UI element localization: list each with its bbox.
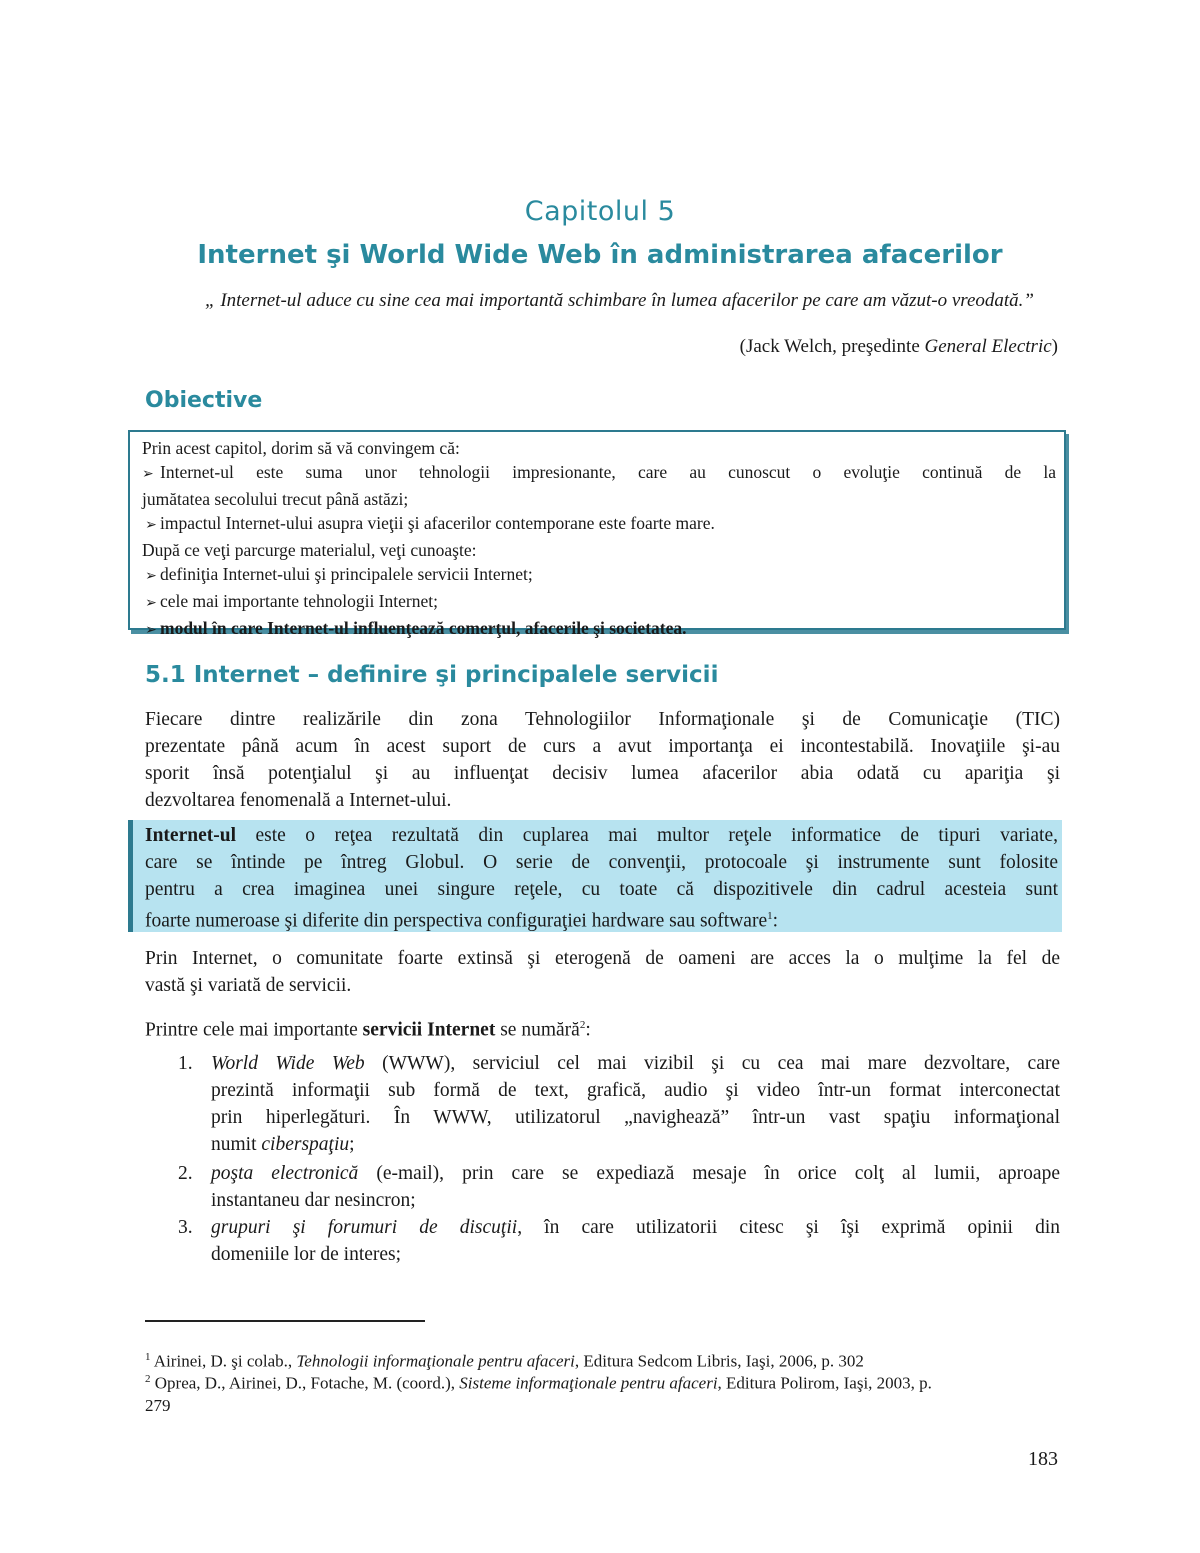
footnote-ref[interactable]: 1 [767,910,773,922]
objective-item-continued: jumătatea secolului trecut până astăzi; [142,489,409,509]
paragraph-line: Fiecare dintre realizările din zona Tehnologiilor Informaţionale şi de Comunicaţie (TIC) [145,709,1060,730]
diamond-arrow-bullet-icon: ➢ [145,518,157,533]
paragraph-line: poşta electronică (e-mail), prin care se expediază mesaje în orice colţ al lumii, aproape [211,1163,1060,1184]
diamond-arrow-bullet-icon: ➢ [145,596,157,611]
learn-item: ➢ cele mai importante tehnologii Internet; [142,589,1056,616]
footnote: $^2$ Oprea, D., Airinei, D., Fotache, M. (coord.), Sisteme informaţionale pentru afaceri, Editura Polirom, Iaşi, 2003, p. 279 [145,1373,932,1415]
list-number: 2. [178,1163,193,1184]
objective-item: ➢ Internet-ul este suma unor tehnologii impresionante, care au cunoscut o evoluţie continuă de la [142,460,1056,487]
paragraph-line: Prin Internet, o comunitate foarte extinsă şi eterogenă de oameni are acces la o mulţime la fel de [145,948,1060,969]
paragraph-line: prezintă informaţii sub formă de text, grafică, audio şi video într-un format interconectat [211,1080,1060,1101]
access-paragraph [145,945,1060,999]
diamond-arrow-bullet-icon: ➢ [145,623,157,638]
chapter-label: Capitolul 5 [524,196,676,227]
list-number: 3. [178,1217,193,1238]
footnote: $^1$ Airinei, D. şi colab., Tehnologii informaţionale pentru afaceri, Editura Sedcom Libris, Iaşi, 2006, p. 302 [145,1351,864,1371]
paragraph-line: foarte numeroase şi diferite din perspectiva configuraţiei hardware sau software$^1$: [145,910,779,932]
footnote-separator [145,1320,425,1322]
paragraph-line: numit ciberspaţiu; [211,1134,355,1155]
paragraph-line: World Wide Web (WWW), serviciul cel mai vizibil şi cu cea mai mare dezvoltare, care [211,1053,1061,1074]
objectives-heading: Obiective [145,388,263,413]
diamond-arrow-bullet-icon: ➢ [142,467,154,482]
footnote-ref[interactable]: 2 [579,1019,586,1031]
paragraph-line: care se întinde pe întreg Globul. O serie de convenţii, protocoale şi instrumente sunt folosite [145,852,1058,873]
paragraph-line: Internet-ul este o reţea rezultată din cuplarea mai multor reţele informatice de tipuri variate, [145,825,1058,846]
paragraph-line: sporit însă potenţialul şi au influenţat decisiv lumea afacerilor abia odată cu apariţia şi [145,763,1060,784]
paragraph-line: prin hiperlegături. În WWW, utilizatorul „navighează” într-un vast spaţiu informaţional [211,1107,1060,1128]
section-heading: 5.1 Internet – definire şi principalele servicii [145,662,719,688]
learn-item: ➢ definiţia Internet-ului şi principalele servicii Internet; [142,562,1056,589]
learn-intro: După ce veţi parcurge materialul, veţi cunoaşte: [142,540,477,560]
paragraph-line: prezentate până acum în acest suport de curs a avut importanţa ei incontestabilă. Inovaţiile şi-au [145,736,1060,757]
paragraph-line: grupuri şi forumuri de discuţii, în care utilizatorii citesc şi îşi exprimă opinii din [211,1217,1060,1238]
paragraph-line: vastă şi variată de servicii. [145,975,352,996]
paragraph-line: instantaneu dar nesincron; [211,1190,416,1211]
objectives-box [128,430,1066,638]
paragraph-line: domeniile lor de interes; [211,1244,402,1265]
services-intro: Printre cele mai importante servicii Internet se numără$^2$: [145,1019,591,1041]
intro-paragraph [145,706,1060,814]
learn-item: ➢ modul în care Internet-ul influenţează comerţul, afacerile şi societatea. [142,616,1056,643]
epigraph-quote: „ Internet-ul aduce cu sine cea mai importantă schimbare în lumea afacerilor pe care am văzut-o vreodată.” [205,290,1034,311]
list-number: 1. [178,1053,193,1074]
page-number: 183 [1028,1448,1058,1470]
list-item [178,1050,1060,1160]
quote-author: (Jack Welch, preşedinte General Electric) [739,336,1058,357]
objectives-intro: Prin acest capitol, dorim să vă convingem că: [142,438,460,458]
list-item [178,1160,1060,1216]
list-item [178,1214,1060,1270]
chapter-title: Internet şi World Wide Web în administrarea afacerilor [197,240,1003,270]
paragraph-line: pentru a crea imaginea unei singure reţele, cu toate că dispozitivele din cadrul acesteia sunt [145,879,1058,900]
diamond-arrow-bullet-icon: ➢ [145,569,157,584]
objective-item: ➢ impactul Internet-ului asupra vieţii şi afacerilor contemporane este foarte mare. [142,511,1056,538]
definition-text [145,822,1058,935]
paragraph-line: dezvoltarea fenomenală a Internet-ului. [145,790,452,811]
